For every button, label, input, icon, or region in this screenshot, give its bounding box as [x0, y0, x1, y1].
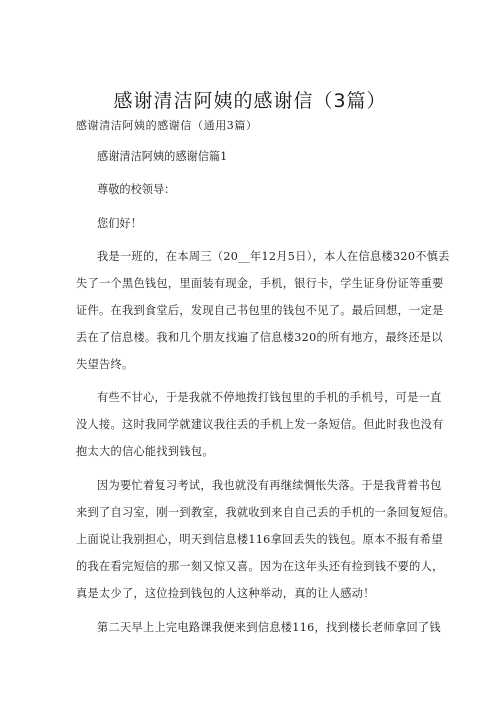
paragraph-line: 丢在了信息楼。我和几个朋友找遍了信息楼320的所有地方，最终还是以: [76, 331, 443, 344]
paragraph-line: 真是太少了，这位捡到钱包的人这种举动，真的让人感动！: [76, 587, 375, 600]
paragraph-line: 的我在看完短信的那一刻又惊又喜。因为在这年头还有捡到钱不要的人，: [76, 560, 444, 573]
paragraph-line: 没人接。这时我同学就建议我往丢的手机上发一条短信。但此时我也没有: [76, 418, 444, 431]
paragraph-line: 失望告终。: [76, 358, 134, 371]
greeting: 您们好！: [97, 217, 142, 230]
section-heading: 感谢清洁阿姨的感谢信篇1: [97, 150, 228, 163]
document-subtitle: 感谢清洁阿姨的感谢信（通用3篇）: [76, 119, 258, 132]
paragraph-line: 我是一班的，在本周三（20__年12月5日），本人在信息楼320不慎丢: [97, 250, 450, 263]
paragraph-line: 因为要忙着复习考试，我也就没有再继续惆怅失落。于是我背着书包: [97, 479, 442, 492]
paragraph-line: 抱太大的信心能找到钱包。: [76, 445, 214, 458]
paragraph-line: 有些不甘心，于是我就不停地拨打钱包里的手机的手机号，可是一直: [97, 391, 442, 404]
paragraph-line: 证件。在我到食堂后，发现自己书包里的钱包不见了。最后回想，一定是: [76, 304, 444, 317]
document-title: 感谢清洁阿姨的感谢信（3篇）: [113, 90, 387, 112]
paragraph-line: 上面说让我别担心，明天到信息楼116拿回丢失的钱包。原本不报有希望: [76, 533, 443, 546]
paragraph-line: 来到了自习室，刚一到教室，我就收到来自自己丢的手机的一条回复短信。: [76, 506, 456, 519]
paragraph-line: 第二天早上上完电路课我便来到信息楼116，找到楼长老师拿回了钱: [97, 621, 441, 634]
salutation: 尊敬的校领导：: [97, 183, 176, 196]
paragraph-line: 失了一个黑色钱包，里面装有现金，手机，银行卡，学生证身份证等重要: [76, 277, 444, 290]
